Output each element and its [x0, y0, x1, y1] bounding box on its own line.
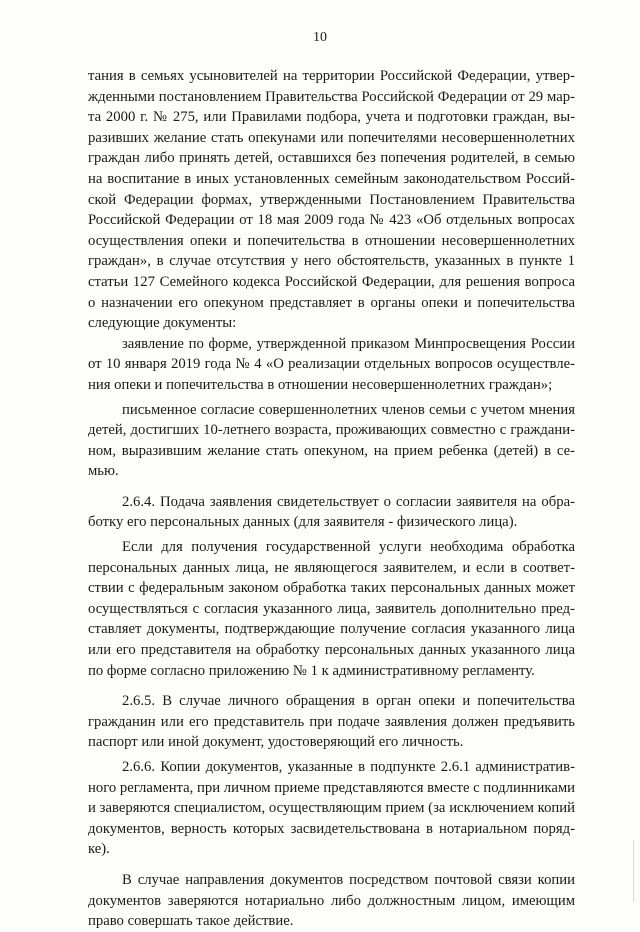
- paragraph-postal-copies: В случае направления документов посредством почтовой связи копии документов заверяются нотариально либо должностным лицом, имеющим право совершать такое действие.: [88, 871, 575, 930]
- document-body: [88, 66, 575, 932]
- paragraph-application-form: заявление по форме, утвержденной приказом Минпросвещения России от 10 января 2019 года № 4 «О реализации отдельных вопросов осуществления опеки и попечительства в отношении несовершеннолетних граждан»;: [88, 335, 575, 393]
- paragraph-personal-data: Если для получения государственной услуги необходима обработка персональных данных лица, не являющегося заявителем, и если в соответствии с федеральным законом обработка таких персональных данных может осуществляться с согласия указанного лица, заявитель дополнительно представляет документы, подтверждающие получение согласия указанного лица или его представителя на обработку персональных данных указанного лица по форме согласно приложению № 1 к административному регламенту.: [88, 539, 575, 679]
- page-number: 10: [313, 30, 327, 45]
- scan-edge-line: [633, 840, 634, 902]
- paragraph-continuation: тания в семьях усыновителей на территории Российской Федерации, утвержденными постановлением Правительства Российской Федерации от 29 марта 2000 г. № 275, или Правилами подбора, учета и подготовки граждан, выразивших желание стать опекунами или попечителями несовершеннолетних граждан либо принять детей, оставшихся без попечения родителей, в семью на воспитание в иных установленных семейным законодательством Российской Федерации формах, утвержденными Постановлением Правительства Российской Федерации от 18 мая 2009 года № 423 «Об отдельных вопросах осуществления опеки и попечительства в отношении несовершеннолетних граждан», в случае отсутствия у него обстоятельств, указанных в пункте 1 статьи 127 Семейного кодекса Российской Федерации, для решения вопроса о назначении его опекуном представляет в органы опеки и попечительства следующие документы:: [88, 68, 575, 332]
- paragraph-2-6-5: 2.6.5. В случае личного обращения в орган опеки и попечительства гражданин или его представитель при подаче заявления должен предъявить паспорт или иной документ, удостоверяющий его личность.: [88, 693, 575, 751]
- paragraph-2-6-6: 2.6.6. Копии документов, указанные в подпункте 2.6.1 административного регламента, при личном приеме представляются вместе с подлинниками и заверяются специалистом, осуществляющим прием (за исключением копий документов, верность которых засвидетельствована в нотариальном порядке).: [88, 759, 575, 858]
- paragraph-2-6-4: 2.6.4. Подача заявления свидетельствует о согласии заявителя на обработку его персональных данных (для заявителя - физического лица).: [88, 493, 575, 531]
- paragraph-family-consent: письменное согласие совершеннолетних членов семьи с учетом мнения детей, достигших 10-летнего возраста, проживающих совместно с гражданином, выразившим желание стать опекуном, на прием ребенка (детей) в семью.: [88, 401, 575, 480]
